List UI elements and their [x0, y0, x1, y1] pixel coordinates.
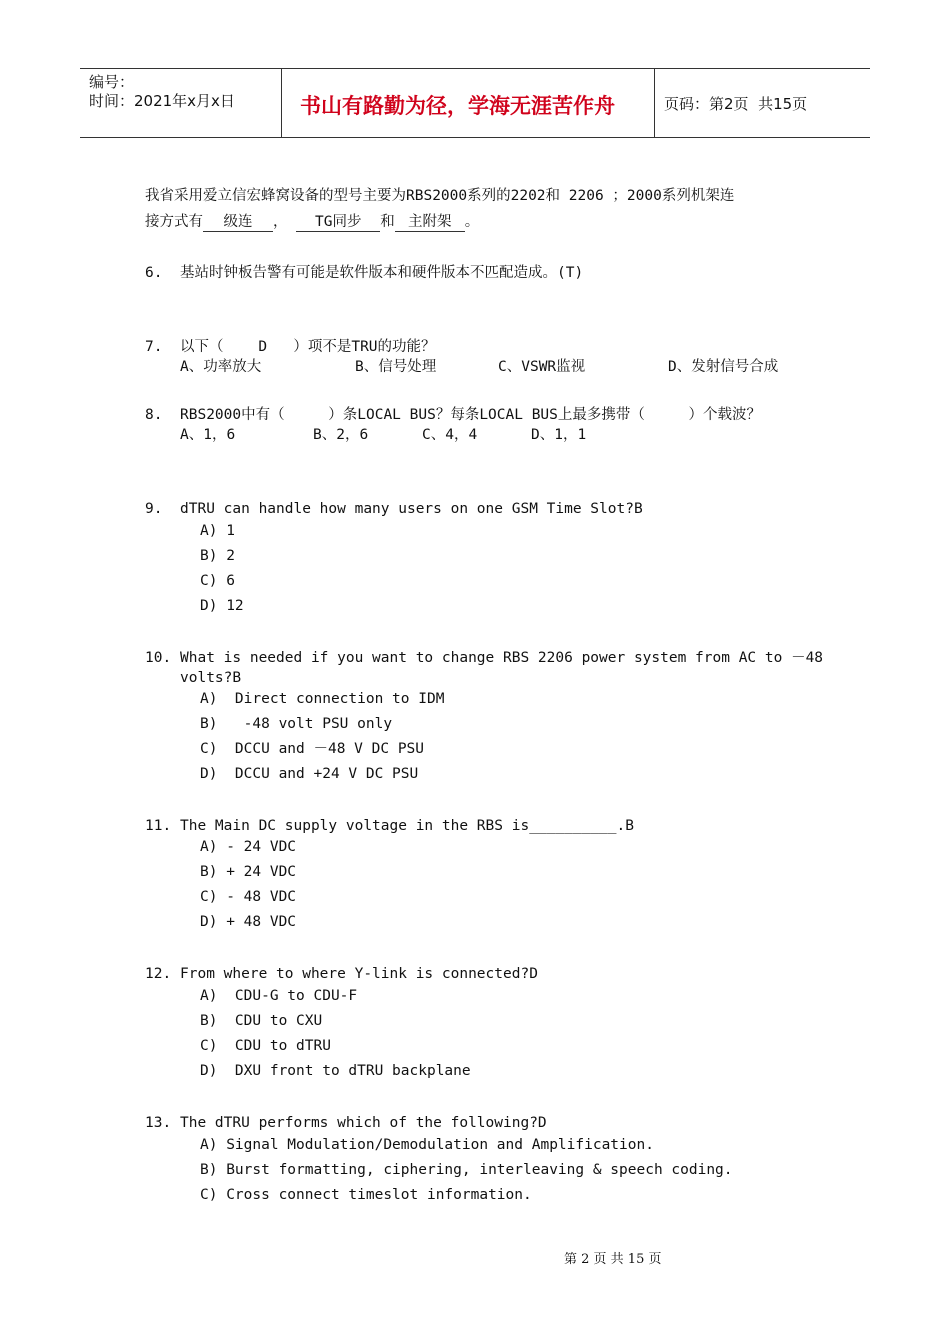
question-text: What is needed if you want to change RBS 2206 power system from AC to －48	[180, 650, 824, 666]
option: C) DCCU and －48 V DC PSU	[200, 741, 425, 757]
header-divider	[281, 69, 282, 137]
question-text-continued: volts?B	[180, 670, 242, 686]
option: D) + 48 VDC	[200, 914, 297, 930]
intro-line-1: 我省采用爱立信宏蜂窝设备的型号主要为RBS2000系列的2202和 2206 ；2000系列机架连	[145, 188, 735, 204]
option: B、信号处理	[355, 359, 437, 375]
option: C) Cross connect timeslot information.	[200, 1187, 532, 1203]
option: A) 1	[200, 523, 235, 539]
option: B) -48 volt PSU only	[200, 716, 393, 732]
option: B) + 24 VDC	[200, 864, 297, 880]
intro-end: 。	[464, 214, 480, 230]
option: B) Burst formatting, ciphering, interleaving & speech coding.	[200, 1162, 733, 1178]
question-number: 7.	[145, 339, 163, 355]
question-number: 6.	[145, 265, 163, 281]
option: C) 6	[200, 573, 235, 589]
option: B) CDU to CXU	[200, 1013, 323, 1029]
intro-line-2	[145, 212, 479, 232]
question-number: 10.	[145, 650, 172, 666]
question-number: 12.	[145, 966, 172, 982]
intro-prefix: 接方式有	[145, 214, 203, 230]
header-motto: 书山有路勤为径，学海无涯苦作舟	[300, 93, 615, 118]
option: B) 2	[200, 548, 235, 564]
option: C、VSWR监视	[498, 359, 586, 375]
option: D、发射信号合成	[668, 359, 779, 375]
option: A、功率放大	[180, 359, 262, 375]
option: C) CDU to dTRU	[200, 1038, 331, 1054]
question-text: From where to where Y-link is connected?D	[180, 966, 538, 982]
option: D) DXU front to dTRU backplane	[200, 1063, 471, 1079]
intro-sep-2: 和	[380, 214, 395, 230]
option: D) 12	[200, 598, 244, 614]
intro-sep-1: ，	[273, 214, 288, 230]
question-text: RBS2000中有（ ）条LOCAL BUS？每条LOCAL BUS上最多携带（ ）个载波？	[180, 407, 762, 423]
option: D) DCCU and +24 V DC PSU	[200, 766, 419, 782]
question-text: The Main DC supply voltage in the RBS is__________.B	[180, 818, 634, 834]
option: C、4，4	[422, 427, 478, 443]
question-number: 9.	[145, 501, 163, 517]
page-info: 页码：第2页 共15页	[664, 95, 808, 113]
option: A) Direct connection to IDM	[200, 691, 445, 707]
question-text: 基站时钟板告警有可能是软件版本和硬件版本不匹配造成。(T)	[180, 265, 584, 281]
option: B、2，6	[313, 427, 369, 443]
question-text: 以下（ D ）项不是TRU的功能？	[180, 339, 436, 355]
question-text: dTRU can handle how many users on one GSM Time Slot?B	[180, 501, 643, 517]
option: A、1，6	[180, 427, 236, 443]
question-text: The dTRU performs which of the following?D	[180, 1115, 547, 1131]
header-divider	[654, 69, 655, 137]
question-number: 13.	[145, 1115, 172, 1131]
option: A) - 24 VDC	[200, 839, 297, 855]
option: C) - 48 VDC	[200, 889, 297, 905]
doc-date-label: 时间：2021年x月x日	[89, 92, 235, 110]
option: A) CDU-G to CDU-F	[200, 988, 358, 1004]
option: D、1，1	[531, 427, 587, 443]
blank-answer-1: 级连	[203, 214, 273, 232]
question-number: 11.	[145, 818, 172, 834]
option: A) Signal Modulation/Demodulation and Amplification.	[200, 1137, 654, 1153]
blank-answer-3: 主附架	[395, 214, 465, 232]
page-footer: 第 2 页 共 15 页	[564, 1252, 662, 1267]
question-number: 8.	[145, 407, 163, 423]
doc-number-label: 编号：	[89, 73, 135, 91]
blank-answer-2: TG同步	[296, 214, 380, 232]
